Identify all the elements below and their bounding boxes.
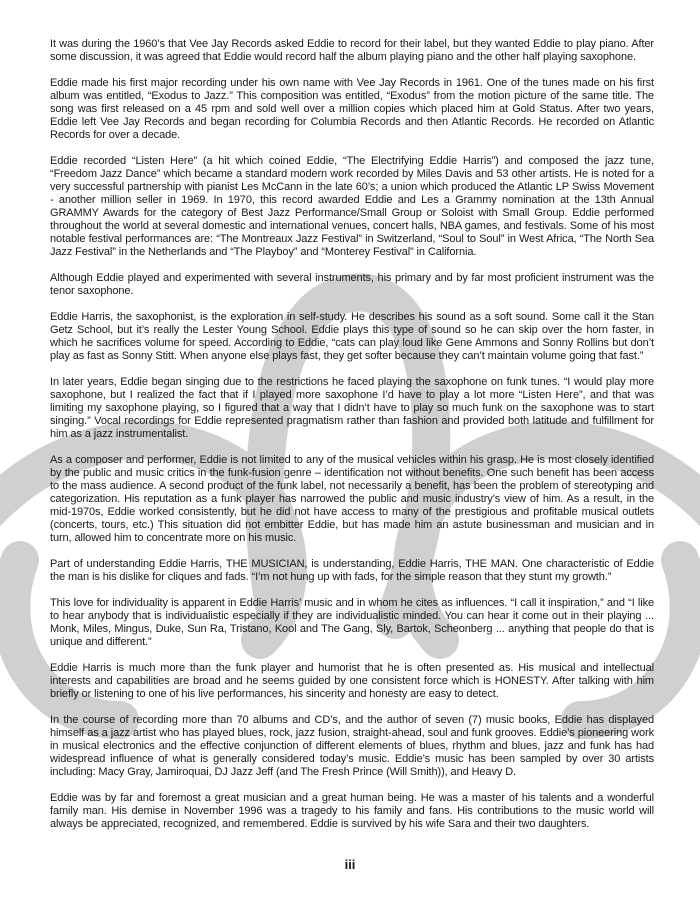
paragraph: This love for individuality is apparent in Eddie Harris’ music and in whom he cites as influences. “I call it inspiration,” and “I like to hear anybody that is individualistic especially if they are individualistic minded. You can hear it come out in their playing ... Monk, Miles, Mingus, Duke, Sun Ra, Tristano, Kool and The Gang, Sly, Bartok, Scheonberg ... anything that people do that is unique and different.”: [50, 597, 654, 648]
document-body: [50, 38, 654, 844]
paragraph: Eddie was by far and foremost a great musician and a great human being. He was a master of his talents and a wonderful family man. His demise in November 1996 was a tragedy to his family and fans. His contributions to the music world will always be appreciated, recognized, and remembered. Eddie is survived by his wife Sara and their two daughters.: [50, 792, 654, 830]
paragraph: Eddie Harris is much more than the funk player and humorist that he is often presented as. His musical and intellectual interests and capabilities are broad and he seems guided by one consistent force which is HONESTY. After talking with him briefly or listening to one of his live performances, his sincerity and honesty are easy to detect.: [50, 662, 654, 700]
paragraph: Although Eddie played and experimented with several instruments, his primary and by far most proficient instrument was the tenor saxophone.: [50, 272, 654, 297]
paragraph: Eddie made his first major recording under his own name with Vee Jay Records in 1961. One of the tunes made on his first album was entitled, “Exodus to Jazz.” This composition was entitled, “Exodus” from the motion picture of the same title. The song was first released on a 45 rpm and sold well over a million copies which placed him at Gold Status. After two years, Eddie left Vee Jay Records and began recording for Columbia Records and then Atlantic Records. He recorded on Atlantic Records for over a decade.: [50, 77, 654, 141]
page-number: iii: [344, 857, 356, 872]
paragraph: In the course of recording more than 70 albums and CD’s, and the author of seven (7) music books, Eddie has displayed himself as a jazz artist who has played blues, rock, jazz fusion, straight-ahead, soul and funk grooves. Eddie’s pioneering work in musical electronics and the effective conjunction of different elements of blues, rhythm and blues, jazz and funk has had widespread influence of what is generally considered today’s music. Eddie’s music has been sampled by over 30 artists including: Macy Gray, Jamiroquai, DJ Jazz Jeff (and The Fresh Prince (Will Smith)), and Heavy D.: [50, 714, 654, 778]
paragraph: In later years, Eddie began singing due to the restrictions he faced playing the saxophone on funk tunes. “I would play more saxophone, but I realized the fact that if I played more saxophone I’d have to play a lot more “Listen Here”, and that was limiting my saxophone playing, so I figured that a way that I didn’t have to play so much funk on the saxophone was to start singing.” Vocal recordings for Eddie represented pragmatism rather than fashion and provided both latitude and fulfillment for him as a jazz instrumentalist.: [50, 376, 654, 440]
paragraph: It was during the 1960’s that Vee Jay Records asked Eddie to record for their label, but they wanted Eddie to play piano. After some discussion, it was agreed that Eddie would record half the album playing piano and the other half playing saxophone.: [50, 38, 654, 63]
paragraph: Part of understanding Eddie Harris, THE MUSICIAN, is understanding, Eddie Harris, THE MAN. One characteristic of Eddie the man is his dislike for cliques and fads. “I’m not hung up with fads, for the simple reason that they stunt my growth.”: [50, 558, 654, 583]
paragraph: Eddie Harris, the saxophonist, is the exploration in self-study. He describes his sound as a soft sound. Some call it the Stan Getz School, but it’s really the Lester Young School. Eddie plays this type of sound so he can skip over the horn faster, in which he sacrifices volume for speed. According to Eddie, “cats can play loud like Gene Ammons and Sonny Rollins but don’t play as fast as Sonny Stitt. When anyone else plays fast, they get softer because they can’t maintain volume going that fast.”: [50, 311, 654, 362]
paragraph: Eddie recorded “Listen Here” (a hit which coined Eddie, “The Electrifying Eddie Harris”) and composed the jazz tune, “Freedom Jazz Dance” which became a standard modern work recorded by Miles Davis and 53 other artists. He is noted for a very successful partnership with pianist Les McCann in the late 60’s; a union which produced the Atlantic LP Swiss Movement - another million seller in 1969. In 1970, this record awarded Eddie and Les a Grammy nomination at the 13th Annual GRAMMY Awards for the category of Best Jazz Performance/Small Group or Soloist with Small Group. Eddie performed throughout the world at several domestic and international venues, concert halls, NBA games, and festivals. Some of his most notable festival performances are: “The Montreaux Jazz Festival” in Switzerland, “Soul to Soul” in West Africa, “The North Sea Jazz Festival” in the Netherlands and “The Playboy” and “Monterey Festival” in California.: [50, 155, 654, 258]
paragraph: As a composer and performer, Eddie is not limited to any of the musical vehicles within his grasp. He is most closely identified by the public and music critics in the funk-fusion genre – identification not without benefits. One such benefit has been access to the mass audience. A second product of the funk label, not necessarily a benefit, has been the problem of stereotyping and categorization. His reputation as a funk player has narrowed the public and music industry’s view of him. As a result, in the mid-1970s, Eddie worked consistently, but he did not have access to many of the prestigious and profitable musical outlets (concerts, tours, etc.) This situation did not embitter Eddie, but has made him an astute businessman and musician and in turn, allowed him to concentrate more on his music.: [50, 454, 654, 544]
